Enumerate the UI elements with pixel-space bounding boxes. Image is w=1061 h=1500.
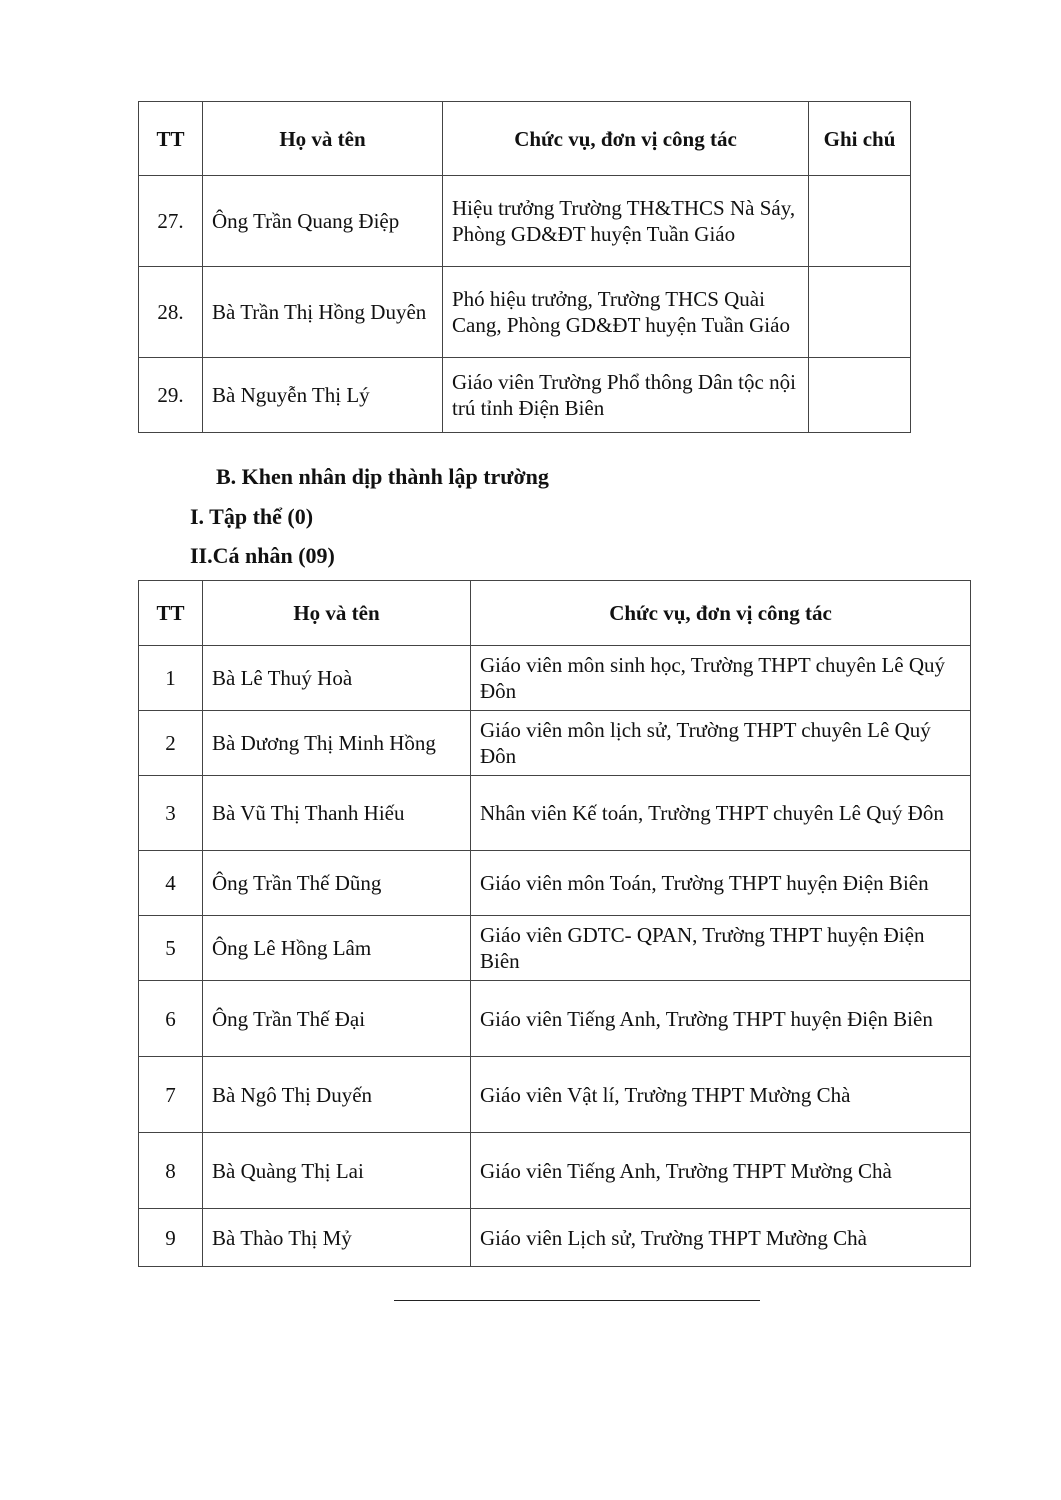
row-role: Giáo viên Tiếng Anh, Trường THPT Mường Chà (471, 1133, 971, 1209)
row-name: Bà Trần Thị Hồng Duyên (203, 267, 443, 358)
individual-awards-table (138, 580, 971, 1267)
row-name: Ông Trần Thế Đại (203, 981, 471, 1057)
row-name: Bà Lê Thuý Hoà (203, 646, 471, 711)
row-tt: 1 (139, 646, 203, 711)
row-role: Nhân viên Kế toán, Trường THPT chuyên Lê Quý Đôn (471, 776, 971, 851)
table-row (139, 1209, 971, 1267)
table-row (139, 646, 971, 711)
row-tt: 2 (139, 711, 203, 776)
header-tt: TT (139, 102, 203, 176)
table-row (139, 711, 971, 776)
row-name: Bà Thào Thị Mỷ (203, 1209, 471, 1267)
row-name: Bà Nguyễn Thị Lý (203, 358, 443, 433)
row-name: Bà Vũ Thị Thanh Hiếu (203, 776, 471, 851)
header-name: Họ và tên (203, 102, 443, 176)
row-role: Giáo viên môn Toán, Trường THPT huyện Điện Biên (471, 851, 971, 916)
header-note: Ghi chú (809, 102, 911, 176)
row-role: Giáo viên môn lịch sử, Trường THPT chuyên Lê Quý Đôn (471, 711, 971, 776)
row-role: Giáo viên Lịch sử, Trường THPT Mường Chà (471, 1209, 971, 1267)
row-tt: 8 (139, 1133, 203, 1209)
header-role: Chức vụ, đơn vị công tác (443, 102, 809, 176)
table-row (139, 776, 971, 851)
row-note (809, 267, 911, 358)
header-name: Họ và tên (203, 581, 471, 646)
table-header-row (139, 102, 911, 176)
row-role: Giáo viên môn sinh học, Trường THPT chuyên Lê Quý Đôn (471, 646, 971, 711)
table-row (139, 851, 971, 916)
row-role: Phó hiệu trưởng, Trường THCS Quài Cang, Phòng GD&ĐT huyện Tuần Giáo (443, 267, 809, 358)
row-name: Ông Trần Quang Điệp (203, 176, 443, 267)
row-name: Ông Lê Hồng Lâm (203, 916, 471, 981)
table-row (139, 981, 971, 1057)
end-divider (394, 1300, 760, 1301)
header-tt: TT (139, 581, 203, 646)
table-row (139, 358, 911, 433)
row-name: Ông Trần Thế Dũng (203, 851, 471, 916)
row-role: Giáo viên Vật lí, Trường THPT Mường Chà (471, 1057, 971, 1133)
row-note (809, 358, 911, 433)
row-tt: 27. (139, 176, 203, 267)
table-header-row (139, 581, 971, 646)
header-role: Chức vụ, đơn vị công tác (471, 581, 971, 646)
row-role: Giáo viên Tiếng Anh, Trường THPT huyện Điện Biên (471, 981, 971, 1057)
row-tt: 9 (139, 1209, 203, 1267)
section-b-heading: B. Khen nhân dịp thành lập trường (216, 464, 549, 489)
row-tt: 7 (139, 1057, 203, 1133)
row-tt: 3 (139, 776, 203, 851)
table-row (139, 1133, 971, 1209)
row-tt: 5 (139, 916, 203, 981)
row-note (809, 176, 911, 267)
row-tt: 6 (139, 981, 203, 1057)
row-role: Giáo viên Trường Phổ thông Dân tộc nội trú tỉnh Điện Biên (443, 358, 809, 433)
row-tt: 29. (139, 358, 203, 433)
table-row (139, 176, 911, 267)
row-role: Hiệu trưởng Trường TH&THCS Nà Sáy, Phòng GD&ĐT huyện Tuần Giáo (443, 176, 809, 267)
table-row (139, 916, 971, 981)
row-name: Bà Quàng Thị Lai (203, 1133, 471, 1209)
row-name: Bà Dương Thị Minh Hồng (203, 711, 471, 776)
row-name: Bà Ngô Thị Duyến (203, 1057, 471, 1133)
section-i-heading: I. Tập thể (0) (190, 504, 314, 529)
row-role: Giáo viên GDTC- QPAN, Trường THPT huyện Điện Biên (471, 916, 971, 981)
row-tt: 4 (139, 851, 203, 916)
section-ii-heading: II.Cá nhân (09) (190, 543, 335, 568)
table-row (139, 1057, 971, 1133)
table-row (139, 267, 911, 358)
row-tt: 28. (139, 267, 203, 358)
awards-table-continued (138, 101, 911, 433)
